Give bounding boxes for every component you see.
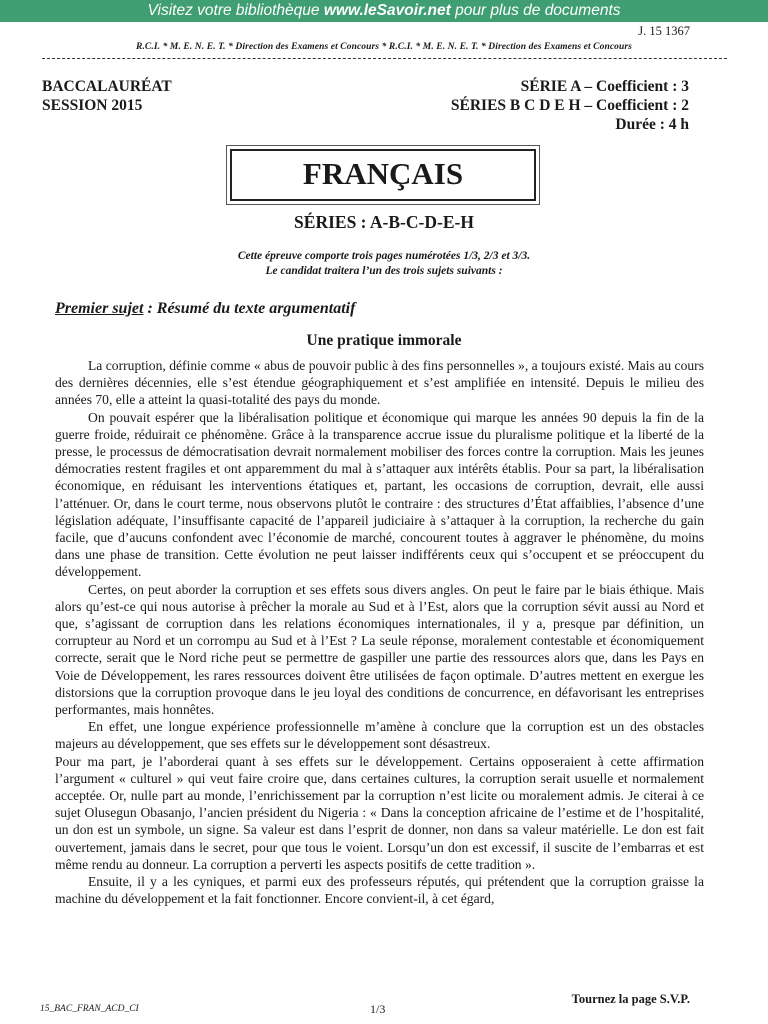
paragraph: Ensuite, il y a les cyniques, et parmi eux des professeurs réputés, qui prétendent que la corruption graisse la machine du développement et la fait fonctionner. Encore convient-il, à cet égard, — [55, 874, 704, 907]
first-subject-label: Premier sujet — [55, 300, 144, 317]
series-a-coefficient: SÉRIE A – Coefficient : 3 — [520, 78, 689, 95]
text-title: Une pratique immorale — [306, 332, 462, 349]
exam-duration: Durée : 4 h — [615, 116, 689, 133]
banner-text-pre: Visitez votre bibliothèque — [147, 2, 324, 19]
paragraph: Certes, on peut aborder la corruption et ses effets sous divers angles. On peut le faire par le biais éthique. Mais alors qu’est-ce qui nous autorise à prêcher la morale au Sud et à l’Est, alors que la corruption sévit aussi au Nord et que, s’agissant de corruption dans les relations économiques internationales, il y a, presque par définition, un corrupteur au Nord et un corrompu au Sud et à l’Est ? La seule réponse, moralement contestable et économiquement correcte, serait que le Nord riche peut se permettre de gaspiller une partie des ressources alors que, dans les Pays en Voie de Développement, les rares ressources doivent être utilisées de façon optimale. D’autres mettent en exergue les distorsions que la corruption provoque dans le jeu loyal des conditions de concurrence, en défavorisant les entreprises performantes, mais honnêtes. — [55, 581, 704, 718]
first-subject-type: : Résumé du texte argumentatif — [143, 300, 356, 317]
website-banner[interactable] — [0, 0, 768, 22]
paragraph: On pouvait espérer que la libéralisation politique et économique qui marque les années 90 depuis la fin de la guerre froide, réduirait ce phénomène. Grâce à la transparence accrue issue du pluralisme politique et la liberté de la presse, le processus de démocratisation devrait normalement mobiliser des forces contre la corruption. Mais les jeunes démocraties restent fragiles et ont apparemment du mal à s’attaquer aux intérêts établis. Pour sa part, la libéralisation économique, en réduisant les interventions étatiques et, partant, les occasions de corruption, devrait, elle aussi l’atténuer. Or, dans le court terme, nous observons plutôt le contraire : des structures d’État affaiblies, l’absence d’une législation adéquate, l’insuffisante capacité de l’appareil judiciaire à s’attaquer à la corruption, la recherche du gain facile, que d’aucuns confondent avec l’économie de marché, concourent toutes à aggraver le phénomène, du moins dans une phase de transition. Cette évolution ne peut laisser indifférents ceux qui s’occupent et se préoccupent du développement. — [55, 409, 704, 580]
organization-line: R.C.I. * M. E. N. E. T. * Direction des Examens et Concours * R.C.I. * M. E. N. E. T. * Direction des Examens et Concours — [136, 42, 632, 52]
instruction-pages: Cette épreuve comporte trois pages numérotées 1/3, 2/3 et 3/3. — [237, 250, 531, 262]
page-number: 1/3 — [370, 1002, 386, 1016]
first-subject-heading — [55, 300, 355, 318]
paragraph: La corruption, définie comme « abus de pouvoir public à des fins personnelles », a toujours existé. Mais au cours des dernières décennies, elle s’est étendue géographiquement et s’est amplifiée en intensité. Depuis le milieu des années 70, elle a atteint la quasi-totalité des pays du monde. — [55, 358, 704, 408]
exam-instructions — [0, 249, 768, 279]
banner-text-post: pour plus de documents — [450, 2, 621, 19]
exam-name: BACCALAURÉAT — [42, 78, 172, 95]
paragraph: Pour ma part, je l’aborderai quant à ses effets sur le développement. Certains opposeraient à cette affirmation l’argument « culturel » qui veut faire croire que, dans certaines cultures, la corruption serait usuelle et normalement acceptée. Or, nulle part au monde, l’enrichissement par la corruption n’est licite ou moralement admis. Je citerai à ce sujet Olusegun Obasanjo, l’ancien président du Nigeria : « Dans la conception africaine de l’estime et de l’hospitalité, un don est un symbole, un signe. Sa valeur est dans l’esprit de donner, non dans sa valeur matérielle. Le don est fait ouvertement, jamais dans le secret, pour que tous le voient. Lorsqu’un don est excessif, il suscite de l’embarras et est même rendu au donneur. La corruption a perverti les aspects positifs de cette tradition ». — [55, 753, 704, 872]
paragraph: En effet, une longue expérience professionnelle m’amène à conclure que la corruption est un des obstacles majeurs au développement, que ses effets sur le développement sont désastreux. — [55, 719, 704, 752]
banner-site-link[interactable]: www.leSavoir.net — [323, 2, 451, 19]
dashed-divider — [42, 58, 727, 59]
turn-page-note: Tournez la page S.V.P. — [571, 992, 690, 1006]
instruction-choice: Le candidat traitera l’un des trois sujets suivants : — [265, 265, 503, 277]
series-bcdeh-coefficient: SÉRIES B C D E H – Coefficient : 2 — [450, 97, 689, 114]
series-line: SÉRIES : A-B-C-D-E-H — [294, 212, 474, 232]
argumentative-text — [55, 357, 704, 908]
exam-session: SESSION 2015 — [42, 97, 143, 114]
subject-title: FRANÇAIS — [230, 149, 536, 201]
exam-header-right — [451, 77, 689, 134]
document-code: 15_BAC_FRAN_ACD_CI — [40, 1004, 139, 1014]
exam-reference: J. 15 1367 — [638, 24, 690, 38]
exam-header-left — [42, 77, 172, 115]
